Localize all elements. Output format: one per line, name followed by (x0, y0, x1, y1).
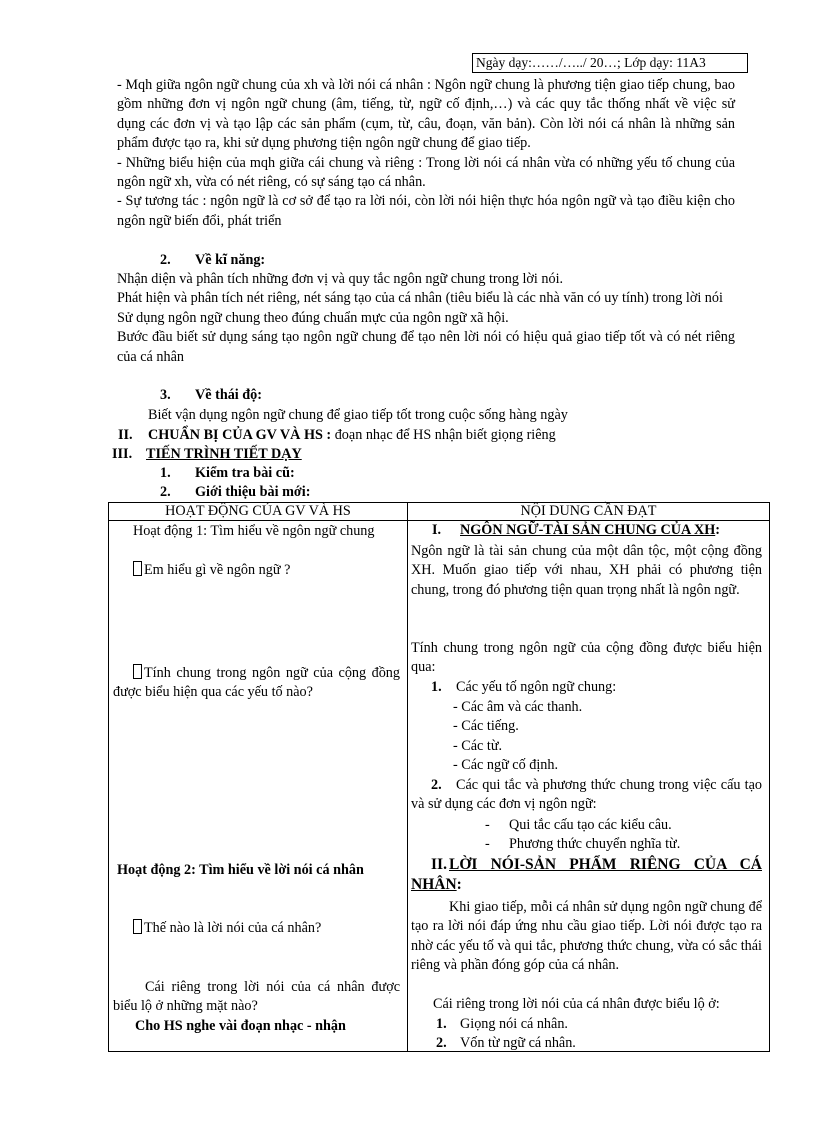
intro-paragraph-1: - Mqh giữa ngôn ngữ chung của xh và lời nói cá nhân : Ngôn ngữ chung là phương tiện giao tiếp chung, bao gồm những đơn vị ngôn ngữ chung (âm, tiếng, từ, ngữ cố định,…) và các quy tắc thống nhất về việc sử dụng các đơn vị và tạo lập các sản phẩm (cụm, từ, câu, đoạn, văn bản). Còn lời nói cá nhân là những sản phẩm được tạo ra, khi sử dụng phương tiện ngôn ngữ chung để giao tiếp. (117, 77, 735, 152)
table-header-content: NỘI DUNG CẦN ĐẠT (408, 503, 770, 521)
question-3-text: Thế nào là lời nói của cá nhân? (144, 920, 322, 936)
question-mark-icon (133, 561, 142, 576)
attitude-title: Về thái độ: (195, 387, 262, 403)
content-item-2-text: Các qui tắc và phương thức chung trong việc cấu tạo và sử dụng các đơn vị ngôn ngữ: (411, 777, 762, 813)
section-2-title: CHUẨN BỊ CỦA GV VÀ HS : (148, 427, 332, 443)
attitude-heading (160, 386, 262, 405)
step-1 (160, 464, 295, 483)
content-section-1-paragraph: Ngôn ngữ là tài sản chung của một dân tộc, một cộng đồng XH. Muốn giao tiếp với nhau, XH phải có phương tiện chung, trong đó phương tiện quan trọng nhất là ngôn ngữ. (411, 543, 762, 598)
content-item-1-text: Các yếu tố ngôn ngữ chung: (456, 679, 617, 695)
section-2-rest: đoạn nhạc để HS nhận biết giọng riêng (334, 427, 556, 443)
step-2 (160, 483, 310, 502)
activity-1: Hoạt động 1: Tìm hiểu về ngôn ngữ chung (133, 523, 375, 539)
content-section-2-paragraph-2: Cái riêng trong lời nói của cá nhân được biểu lộ ở: (433, 996, 720, 1012)
attitude-line: Biết vận dụng ngôn ngữ chung để giao tiếp tốt trong cuộc sống hàng ngày (148, 407, 568, 423)
question-1 (133, 561, 290, 580)
section-3-number: III. (112, 446, 133, 462)
question-2 (113, 664, 400, 703)
skills-list (117, 270, 735, 367)
skills-line-4: Bước đầu biết sử dụng sáng tạo ngôn ngữ chung để tạo nên lời nói có hiệu quả giao tiếp tốt và có nét riêng của cá nhân (117, 329, 735, 365)
attitude-number: 3. (160, 387, 171, 403)
intro-section (117, 76, 735, 231)
step-2-title: Giới thiệu bài mới: (195, 484, 311, 500)
content-section-2-title: LỜI NÓI-SẢN PHẨM RIÊNG CỦA CÁ NHÂN (411, 856, 762, 893)
list-item: - Phương thức chuyển nghĩa từ. (485, 836, 681, 853)
content-cell (408, 521, 770, 1052)
question-mark-icon (133, 919, 142, 934)
question-4: Cái riêng trong lời nói của cá nhân được biểu lộ ở những mặt nào? (113, 979, 400, 1015)
question-3 (133, 919, 321, 938)
content-item-2-list (485, 816, 680, 855)
content-section-1-number: I. (432, 522, 442, 538)
content-item-2-number: 2. (431, 777, 442, 793)
section-3-heading (112, 445, 302, 464)
skills-heading (160, 251, 265, 270)
list-item: - Các từ. (453, 737, 503, 754)
section-2-number: II. (118, 427, 133, 443)
question-mark-icon (133, 664, 142, 679)
lesson-date-box: Ngày dạy:……/…../ 20…; Lớp dạy: 11A3 (472, 53, 748, 73)
content-section-2-heading: II. LỜI NÓI-SẢN PHẨM RIÊNG CỦA CÁ NHÂN: (411, 856, 762, 893)
content-section-2-number: II. (431, 856, 447, 873)
table-header-activities: HOẠT ĐỘNG CỦA GV VÀ HS (109, 503, 408, 521)
activity-3: Cho HS nghe vài đoạn nhạc - nhận (135, 1018, 346, 1034)
list-item: - Qui tắc cấu tạo các kiểu câu. (485, 817, 672, 833)
list-item: - Các âm và các thanh. (453, 699, 583, 715)
question-2-text: Tính chung trong ngôn ngữ của cộng đồng được biểu hiện qua các yếu tố nào? (113, 665, 400, 701)
content-item-1-list (453, 698, 582, 776)
skills-number: 2. (160, 252, 171, 268)
section-2-heading (118, 426, 556, 445)
step-1-title: Kiểm tra bài cũ: (195, 465, 295, 481)
content-section-1-title: NGÔN NGỮ-TÀI SẢN CHUNG CỦA XH (460, 522, 716, 538)
content-item-2 (411, 776, 762, 815)
skills-line-1: Nhận diện và phân tích những đơn vị và quy tắc ngôn ngữ chung trong lời nói. (117, 271, 564, 287)
list-item: - Các tiếng. (453, 718, 519, 735)
content-section-1-heading: I. NGÔN NGỮ-TÀI SẢN CHUNG CỦA XH: (432, 521, 720, 540)
skills-line-2: Phát hiện và phân tích nét riêng, nét sáng tạo của cá nhân (tiêu biểu là các nhà văn có uy tính) trong lời nói (117, 290, 723, 307)
question-1-text: Em hiểu gì về ngôn ngữ ? (144, 562, 291, 578)
lesson-table (108, 502, 770, 1052)
list-item: - Các ngữ cố định. (453, 757, 559, 774)
list-item: 1. Giọng nói cá nhân. (436, 1016, 568, 1032)
content-section-2-items (436, 1015, 576, 1054)
skills-line-3: Sử dụng ngôn ngữ chung theo đúng chuẩn mực của ngôn ngữ xã hội. (117, 309, 509, 326)
content-section-2-paragraph: Khi giao tiếp, mỗi cá nhân sử dụng ngôn ngữ chung để tạo ra lời nói đáp ứng nhu cầu giao tiếp. Lời nói được tạo ra nhờ các yếu tố và qui tắc, phương thức chung, vừa có sắc thái riêng và phần đóng góp của cá nhân. (411, 899, 762, 974)
skills-title: Về kĩ năng: (195, 252, 266, 268)
activities-cell (109, 521, 408, 1052)
content-item-1 (431, 678, 616, 697)
section-3-title: TIẾN TRÌNH TIẾT DẠY (146, 446, 302, 462)
content-section-1-paragraph-2: Tính chung trong ngôn ngữ của cộng đồng được biểu hiện qua: (411, 640, 762, 676)
content-item-1-number: 1. (431, 679, 442, 695)
step-2-number: 2. (160, 484, 171, 500)
activity-2: Hoạt động 2: Tìm hiểu về lời nói cá nhân (117, 862, 364, 878)
intro-paragraph-2: - Những biểu hiện của mqh giữa cái chung và riêng : Trong lời nói cá nhân vừa có những yếu tố chung của ngôn ngữ xh, vừa có nét riêng, có sự sáng tạo cá nhân. (117, 154, 735, 191)
list-item: 2. Vốn từ ngữ cá nhân. (436, 1035, 576, 1052)
intro-paragraph-3: - Sự tương tác : ngôn ngữ là cơ sở để tạo ra lời nói, còn lời nói hiện thực hóa ngôn ngữ và tạo điều kiện cho ngôn ngữ biến đổi, phát triển (117, 193, 735, 229)
step-1-number: 1. (160, 465, 171, 481)
